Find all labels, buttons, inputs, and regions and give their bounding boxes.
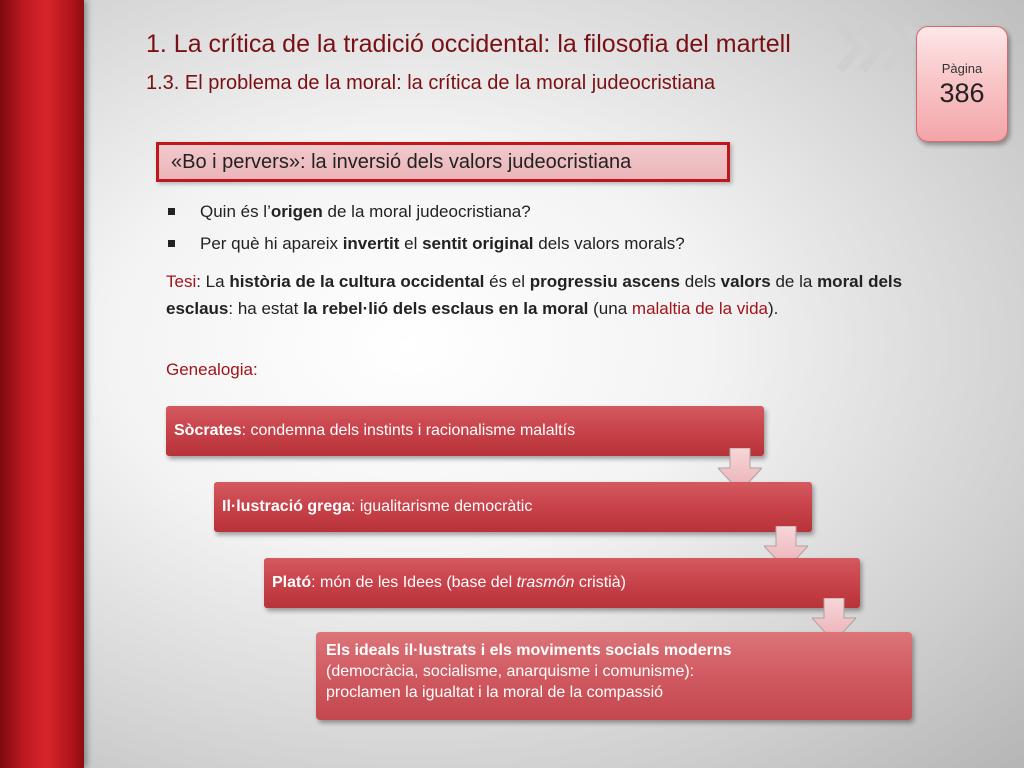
bold-span: sentit original xyxy=(422,234,534,253)
genealogy-step-modern-ideals xyxy=(316,632,912,720)
thesis-label: Tesi xyxy=(166,272,197,291)
list-item xyxy=(166,232,685,264)
red-span: malaltia de la vida xyxy=(631,299,768,318)
bold-span: valors xyxy=(720,272,771,291)
left-accent-bar xyxy=(0,0,84,768)
bold-span: història de la cultura occidental xyxy=(229,272,485,291)
genealogy-label: Genealogia: xyxy=(166,360,258,379)
text-span: : ha estat xyxy=(228,299,304,318)
text-span: : món de les Idees (base del xyxy=(311,574,517,591)
list-item xyxy=(166,200,685,232)
chevrons-icon xyxy=(834,22,924,74)
bold-span: Els ideals il·lustrats i els moviments socials moderns xyxy=(326,642,732,659)
text-span: : igualitarisme democràtic xyxy=(350,498,533,515)
text-span: dels xyxy=(680,272,721,291)
text-line: proclamen la igualtat i la moral de la compassió xyxy=(326,684,664,701)
bold-span: la rebel·lió dels esclaus en la moral xyxy=(303,299,589,318)
text-span: Quin és l’ xyxy=(200,202,271,221)
text-span: dels valors morals? xyxy=(533,234,685,253)
text-span: el xyxy=(399,234,423,253)
square-bullet-icon xyxy=(168,208,175,215)
bold-span: Plató xyxy=(272,574,312,591)
bold-span: Il·lustració grega xyxy=(222,498,351,515)
text-span: és el xyxy=(484,272,530,291)
italic-span: trasmón xyxy=(516,574,575,591)
bold-span: origen xyxy=(270,202,323,221)
text-span: : La xyxy=(196,272,230,291)
bold-span: moral dels esclaus xyxy=(166,272,903,318)
text-line: (democràcia, socialisme, anarquisme i comunisme): xyxy=(326,663,695,680)
genealogy-step-plato xyxy=(264,558,860,608)
genealogy-step-socrates xyxy=(166,406,764,456)
text-span: : condemna dels instints i racionalisme malaltís xyxy=(241,422,576,439)
text-span: ). xyxy=(767,299,779,318)
slide-title: 1. La crítica de la tradició occidental: la filosofia del martell xyxy=(146,30,791,58)
text-span: de la xyxy=(770,272,818,291)
square-bullet-icon xyxy=(168,240,175,247)
section-heading: «Bo i pervers»: la inversió dels valors judeocristiana xyxy=(156,142,730,182)
bold-span: invertit xyxy=(342,234,400,253)
genealogy-step-illustracio-grega xyxy=(214,482,812,532)
thesis-paragraph xyxy=(166,268,916,322)
bold-span: progressiu ascens xyxy=(529,272,681,291)
slide-subtitle: 1.3. El problema de la moral: la crítica de la moral judeocristiana xyxy=(146,72,716,94)
text-span: cristià) xyxy=(574,574,626,591)
text-span: Per què hi apareix xyxy=(200,234,343,253)
page-number: 386 xyxy=(939,78,985,108)
bold-span: Sòcrates xyxy=(174,422,242,439)
text-span: (una xyxy=(588,299,632,318)
page-label: Pàgina xyxy=(941,61,983,76)
page-number-box xyxy=(916,26,1008,142)
text-span: de la moral judeocristiana? xyxy=(322,202,531,221)
question-list xyxy=(166,200,685,264)
